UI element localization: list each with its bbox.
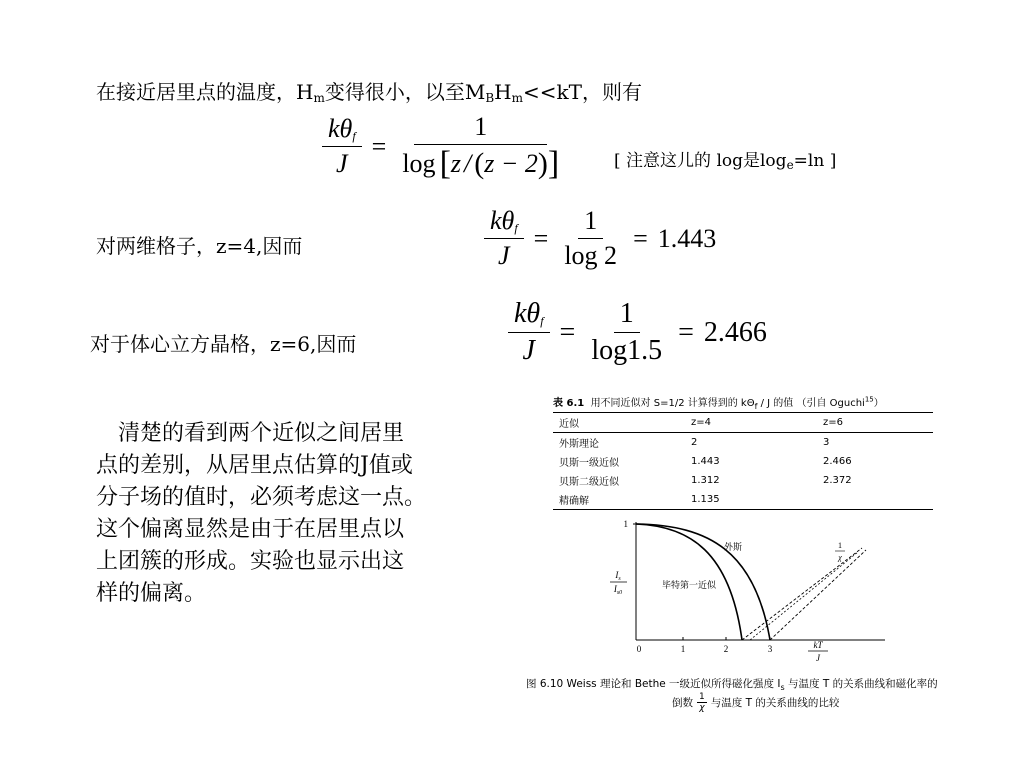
formula1-rhs-z: z — [450, 149, 462, 178]
x-label-den: J — [816, 653, 820, 663]
table-row: 贝斯二级近似 1.312 2.372 — [559, 475, 852, 488]
label-chi-den: χ — [838, 553, 842, 562]
case2d-result: 1.443 — [657, 223, 717, 253]
intro-line — [96, 80, 642, 104]
casebcc-result: 2.466 — [703, 316, 767, 348]
casebcc-den: log1.5 — [591, 335, 663, 366]
note-open: [ 注意这儿的 log是log — [614, 151, 787, 171]
note-sub-e: e — [786, 158, 794, 172]
label-bethe: 毕特第一近似 — [662, 581, 717, 591]
label-weiss: 外斯 — [724, 543, 743, 553]
intro-text-3: H — [494, 80, 512, 104]
intro-text-4: <<kT，则有 — [523, 80, 642, 104]
log-note — [614, 146, 836, 171]
formula1-equals: = — [371, 131, 387, 161]
formula1-rhs-slash: / — [464, 149, 472, 178]
figure-caption-line1: 图 6.10 Weiss 理论和 Bethe 一级近似所得磁化强度 $I_s$ 与温度 T 的关系曲线和磁化率的 — [526, 678, 938, 692]
x-tick-label: 3 — [767, 644, 773, 654]
comparison-table — [553, 412, 933, 510]
table-header: z=4 — [691, 417, 711, 428]
figure-caption-line2: 倒数 $\frac{1}{\chi}$ 与温度 T 的关系曲线的比较 — [672, 692, 840, 713]
paragraph-line: 上团簇的形成。实验也显示出这 — [96, 549, 405, 574]
paragraph-line: 样的偏离。 — [96, 581, 207, 606]
formula1-rhs-inner: z − 2 — [484, 149, 538, 178]
table-header-row — [553, 413, 933, 433]
x-tick-label: 2 — [723, 644, 729, 654]
inv-chi-bethe-line — [742, 548, 862, 640]
explanation-paragraph — [96, 418, 486, 610]
paragraph-line: 分子场的值时，必须考虑这一点。 — [96, 485, 427, 510]
case2d-num: 1 — [578, 206, 603, 239]
table-row: 精确解 1.135 — [559, 494, 720, 507]
formula1-lhs-sub: f — [352, 129, 356, 143]
intro-sub-m2: m — [511, 91, 523, 105]
intro-text-2: 变得很小，以至M — [324, 80, 486, 104]
table-row: 贝斯一级近似 1.443 2.466 — [559, 456, 852, 469]
intro-sub-m: m — [313, 91, 325, 105]
case-2d-label: 对两维格子，z=4,因而 — [96, 234, 303, 258]
paragraph-line: 点的差别，从居里点估算的J值或 — [96, 453, 413, 478]
inv-chi-weiss-line — [770, 550, 866, 640]
formula1-lhs-den: J — [336, 149, 348, 178]
table-row: 外斯理论 2 3 — [559, 437, 830, 450]
table-header: z=6 — [823, 417, 843, 428]
note-close: =ln ] — [793, 151, 837, 171]
formula-general: $\frac{k\theta_f}{J}$ = 1 log [ z / ( z − 2 ) ] — [322, 112, 565, 181]
y-label-num: $I_s$ — [615, 570, 621, 582]
magnetization-figure — [600, 512, 890, 672]
intro-text-1: 在接近居里点的温度，H — [96, 80, 314, 104]
casebcc-num: 1 — [614, 298, 640, 333]
label-chi-num: 1 — [838, 541, 842, 550]
x-tick-label: 1 — [680, 644, 686, 654]
y-tick-label: 1 — [623, 519, 628, 529]
formula-bcc: $\frac{k\theta_f}{J}$ = $\frac{1}{\log 1.5}$ = 2.466 — [508, 298, 767, 367]
x-tick-label: 0 — [636, 644, 642, 654]
comparison-table-block — [553, 394, 933, 510]
intro-sub-b: B — [485, 91, 495, 105]
paragraph-line: 这个偏离显然是由于在居里点以 — [96, 517, 405, 542]
x-label-num: kT — [813, 640, 823, 650]
y-label-den: $I_{s0}$ — [613, 584, 623, 596]
formula-2d: $\frac{k\theta_f}{J}$ = $\frac{1}{\log 2}$ = 1.443 — [484, 206, 716, 271]
formula1-lhs-num: kθ — [328, 114, 353, 143]
case-bcc-label: 对于体心立方晶格，z=6,因而 — [90, 332, 357, 356]
case2d-den: log 2 — [564, 241, 618, 270]
formula1-rhs-log: log — [402, 149, 436, 178]
formula1-rhs-num: 1 — [414, 112, 547, 145]
table-caption: 表 6.1 用不同近似对 S=1/2 计算得到的 $k\Theta_f$ / J 的值 （引自 Oguchi$^{15}$） — [553, 395, 884, 411]
paragraph-line: 清楚的看到两个近似之间居里 — [96, 421, 405, 446]
table-header: 近似 — [559, 419, 579, 430]
